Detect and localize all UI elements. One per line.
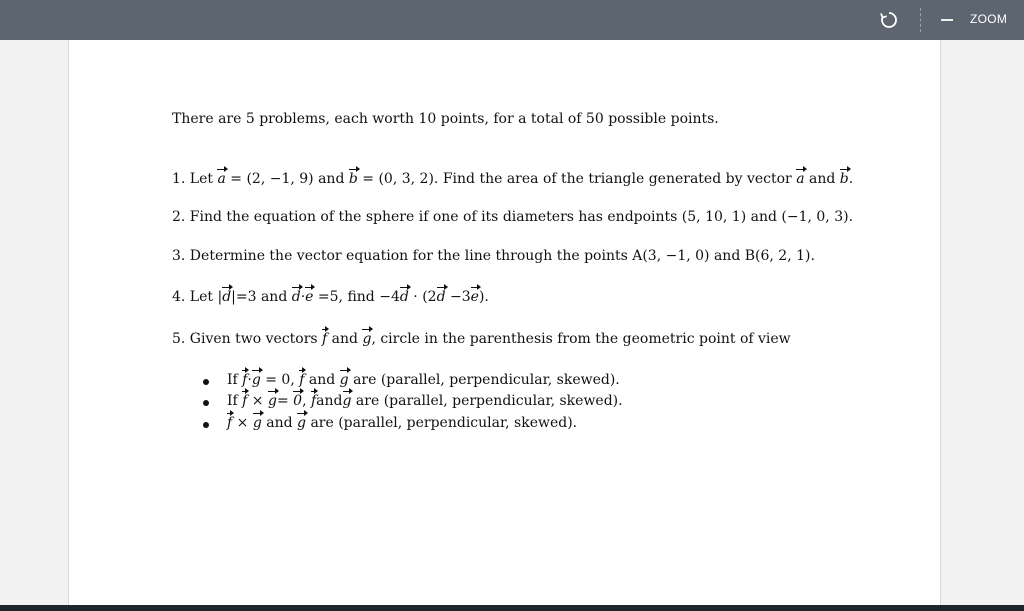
- vector-f: f: [310, 393, 317, 409]
- vector-d: d: [436, 289, 446, 305]
- document-page: [68, 40, 941, 605]
- intro-text: There are 5 problems, each worth 10 points, for a total of 50 possible points.: [172, 111, 719, 127]
- top-toolbar: [0, 0, 1024, 40]
- bullet-item-2: If f × g= 0, fandg are (parallel, perpendicular, skewed).: [227, 393, 623, 409]
- bottom-bar: [0, 605, 1024, 611]
- vector-f: f: [242, 372, 248, 388]
- vector-g: g: [339, 372, 349, 388]
- vector-g: g: [252, 415, 262, 431]
- problem-3: 3. Determine the vector equation for the line through the points A(3, −1, 0) and B(6, 2, 1).: [172, 248, 815, 264]
- bullet-icon: [203, 379, 209, 385]
- zoom-button[interactable]: ZOOM: [970, 12, 1008, 26]
- problem-4: 4. Let |d|=3 and d·e =5, find −4d · (2d −3e).: [172, 289, 489, 305]
- vector-f: f: [299, 372, 305, 388]
- problem-2: 2. Find the equation of the sphere if one of its diameters has endpoints (5, 10, 1) and (−1, 0, 3).: [172, 209, 854, 225]
- problem-5: 5. Given two vectors f and g, circle in the parenthesis from the geometric point of view: [172, 331, 791, 347]
- minus-icon[interactable]: [933, 6, 961, 34]
- bullet-icon: [203, 422, 209, 428]
- vector-a: a: [217, 171, 226, 187]
- vector-f: f: [322, 331, 328, 347]
- vector-f: f: [242, 393, 248, 409]
- toolbar-separator: [920, 8, 921, 32]
- vector-d: d: [291, 289, 301, 305]
- problem-1: 1. Let a = (2, −1, 9) and b = (0, 3, 2). Find the area of the triangle generated by vector a and b.: [172, 171, 854, 187]
- vector-b: b: [348, 171, 358, 187]
- vector-d: d: [399, 289, 409, 305]
- vector-g: g: [268, 393, 277, 409]
- zero-vector: 0: [293, 393, 303, 409]
- vector-e: e: [470, 289, 479, 305]
- bullet-item-1: If f·g = 0, f and g are (parallel, perpendicular, skewed).: [227, 372, 620, 388]
- vector-f: f: [227, 415, 233, 431]
- bullet-icon: [203, 400, 209, 406]
- vector-g: g: [342, 393, 352, 409]
- vector-b: b: [839, 171, 849, 187]
- rotate-icon[interactable]: [875, 6, 903, 34]
- vector-e: e: [305, 289, 314, 305]
- vector-d: d: [222, 289, 232, 305]
- vector-g: g: [297, 415, 306, 431]
- vector-g: g: [251, 372, 261, 388]
- bullet-item-3: f × g and g are (parallel, perpendicular, skewed).: [227, 415, 578, 431]
- vector-a: a: [796, 171, 805, 187]
- vector-g: g: [362, 331, 372, 347]
